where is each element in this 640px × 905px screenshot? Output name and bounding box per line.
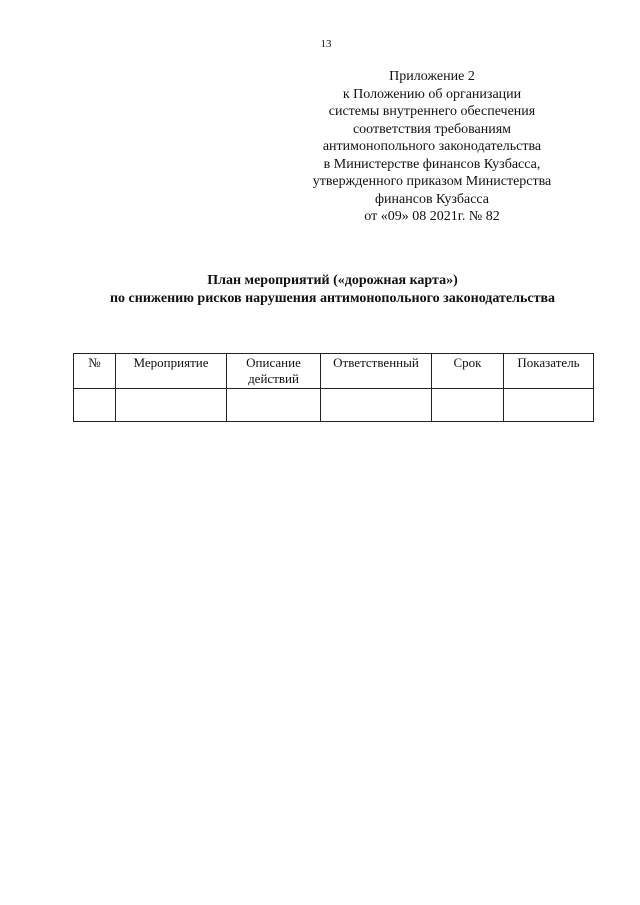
header-deadline: Срок bbox=[432, 354, 504, 389]
table-cell bbox=[321, 389, 432, 422]
title-line-2: по снижению рисков нарушения антимонопольного законодательства bbox=[109, 290, 556, 306]
header-responsible: Ответственный bbox=[321, 354, 432, 389]
header-description: Описание действий bbox=[227, 354, 321, 389]
appendix-line: антимонопольного законодательства bbox=[322, 139, 542, 154]
table-cell bbox=[74, 389, 116, 422]
table-cell bbox=[504, 389, 594, 422]
appendix-line: системы внутреннего обеспечения bbox=[328, 104, 536, 119]
document-title bbox=[0, 272, 640, 307]
title-line-1: План мероприятий («дорожная карта») bbox=[207, 273, 458, 288]
table-cell bbox=[116, 389, 227, 422]
appendix-line: финансов Кузбасса bbox=[374, 191, 490, 207]
appendix-header bbox=[296, 68, 568, 226]
table-cell bbox=[432, 389, 504, 422]
header-event: Мероприятие bbox=[116, 354, 227, 389]
table-cell bbox=[227, 389, 321, 422]
appendix-line: от «09» 08 2021г. № 82 bbox=[364, 209, 500, 224]
roadmap-table bbox=[73, 353, 594, 422]
appendix-line: утвержденного приказом Министерства bbox=[312, 174, 552, 189]
page-number: 13 bbox=[320, 38, 332, 50]
header-indicator: Показатель bbox=[504, 354, 594, 389]
appendix-line: Приложение 2 bbox=[389, 69, 475, 84]
appendix-line: в Министерстве финансов Кузбасса, bbox=[323, 156, 541, 172]
table-header-row bbox=[74, 354, 594, 389]
appendix-line: соответствия требованиям bbox=[352, 121, 512, 137]
appendix-line: к Положению об организации bbox=[342, 86, 522, 102]
header-number: № bbox=[74, 354, 116, 389]
table-row bbox=[74, 389, 594, 422]
